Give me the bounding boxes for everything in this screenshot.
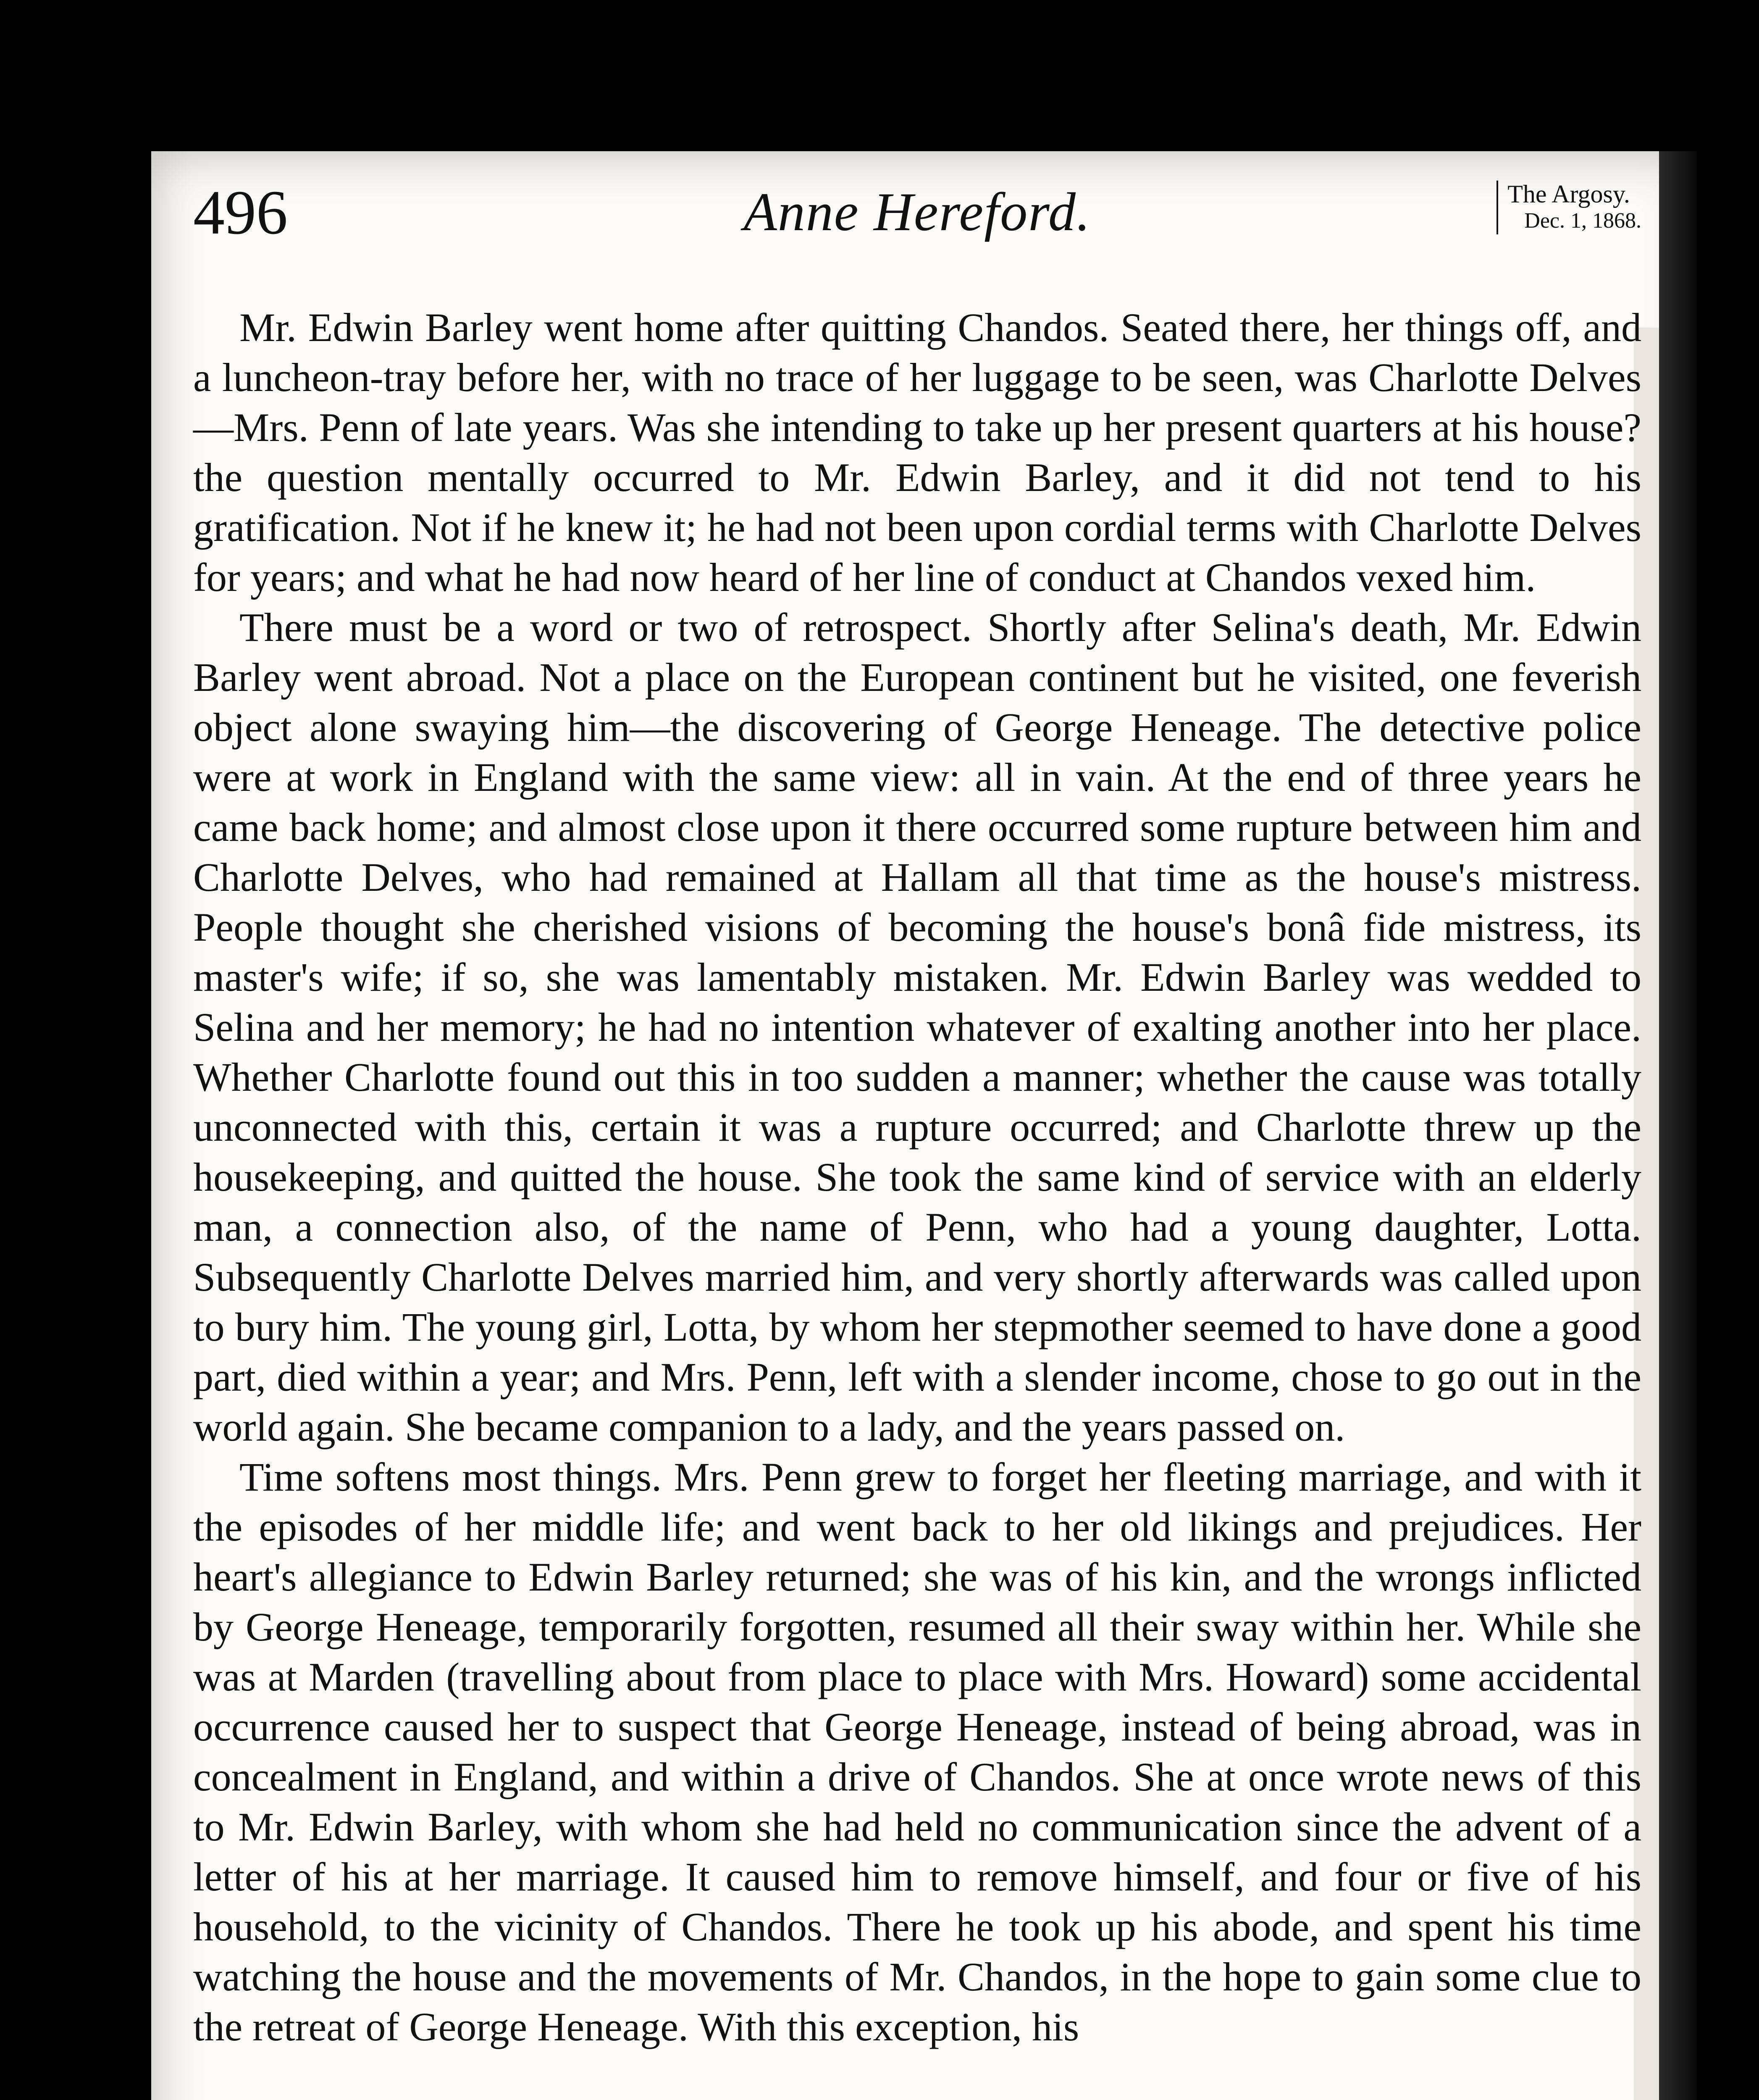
paragraph: There must be a word or two of retrospect. Shortly after Selina's death, Mr. Edwin Barley went abroad. Not a place on the European continent but he visited, one feverish object alone swaying him—the discovering of George Heneage. The detective police were at work in England with the same view: all in vain. At the end of three years he came back home; and almost close upon it there occurred some rupture between him and Charlotte Delves, who had remained at Hallam all that time as the house's mistress. People thought she cherished visions of becoming the house's bonâ fide mistress, its master's wife; if so, she was lamentably mistaken. Mr. Edwin Barley was wedded to Selina and her memory; he had no intention whatever of exalting another into her place. Whether Charlotte found out this in too sudden a manner; whether the cause was totally unconnected with this, certain it was a rupture occurred; and Charlotte threw up the housekeeping, and quitted the house. She took the same kind of service with an elderly man, a connection also, of the name of Penn, who had a young daughter, Lotta. Subsequently Charlotte Delves married him, and very shortly afterwards was called upon to bury him. The young girl, Lotta, by whom her stepmother seemed to have done a good part, died within a year; and Mrs. Penn, left with a slender income, chose to go out in the world again. She became companion to a lady, and the years passed on. — [193, 605, 1641, 1449]
paragraph: Time softens most things. Mrs. Penn grew to forget her fleeting marriage, and with it the episodes of her middle life; and went back to her old likings and prejudices. Her heart's allegiance to Edwin Barley returned; she was of his kin, and the wrongs inflicted by George Heneage, temporarily forgotten, resumed all their sway within her. While she was at Marden (travelling about from place to place with Mrs. Howard) some accidental occurrence caused her to suspect that George Heneage, instead of being abroad, was in concealment in England, and within a drive of Chandos. She at once wrote news of this to Mr. Edwin Barley, with whom she had held no communication since the advent of a letter of his at her marriage. It caused him to remove himself, and four or five of his household, to the vicinity of Chandos. There he took up his abode, and spent his time watching the house and the movements of Mr. Chandos, in the hope to gain some clue to the retreat of George Heneage. With this exception, his — [193, 1454, 1641, 2049]
journal-reference — [1496, 181, 1641, 234]
journal-name: The Argosy. — [1507, 180, 1630, 208]
body-text — [193, 302, 1641, 2052]
paragraph: Mr. Edwin Barley went home after quitting Chandos. Seated there, her things off, and a luncheon-tray before her, with no trace of her luggage to be seen, was Charlotte Delves—Mrs. Penn of late years. Was she intending to take up her present quarters at his house? the question mentally occurred to Mr. Edwin Barley, and it did not tend to his gratification. Not if he knew it; he had not been upon cordial terms with Charlotte Delves for years; and what he had now heard of her line of conduct at Chandos vexed him. — [193, 305, 1641, 600]
page-number: 496 — [193, 178, 288, 247]
running-title: Anne Hereford. — [743, 182, 1091, 242]
book-spine — [1659, 151, 1697, 2100]
running-head — [193, 176, 1641, 260]
journal-date: Dec. 1, 1868. — [1524, 209, 1641, 233]
